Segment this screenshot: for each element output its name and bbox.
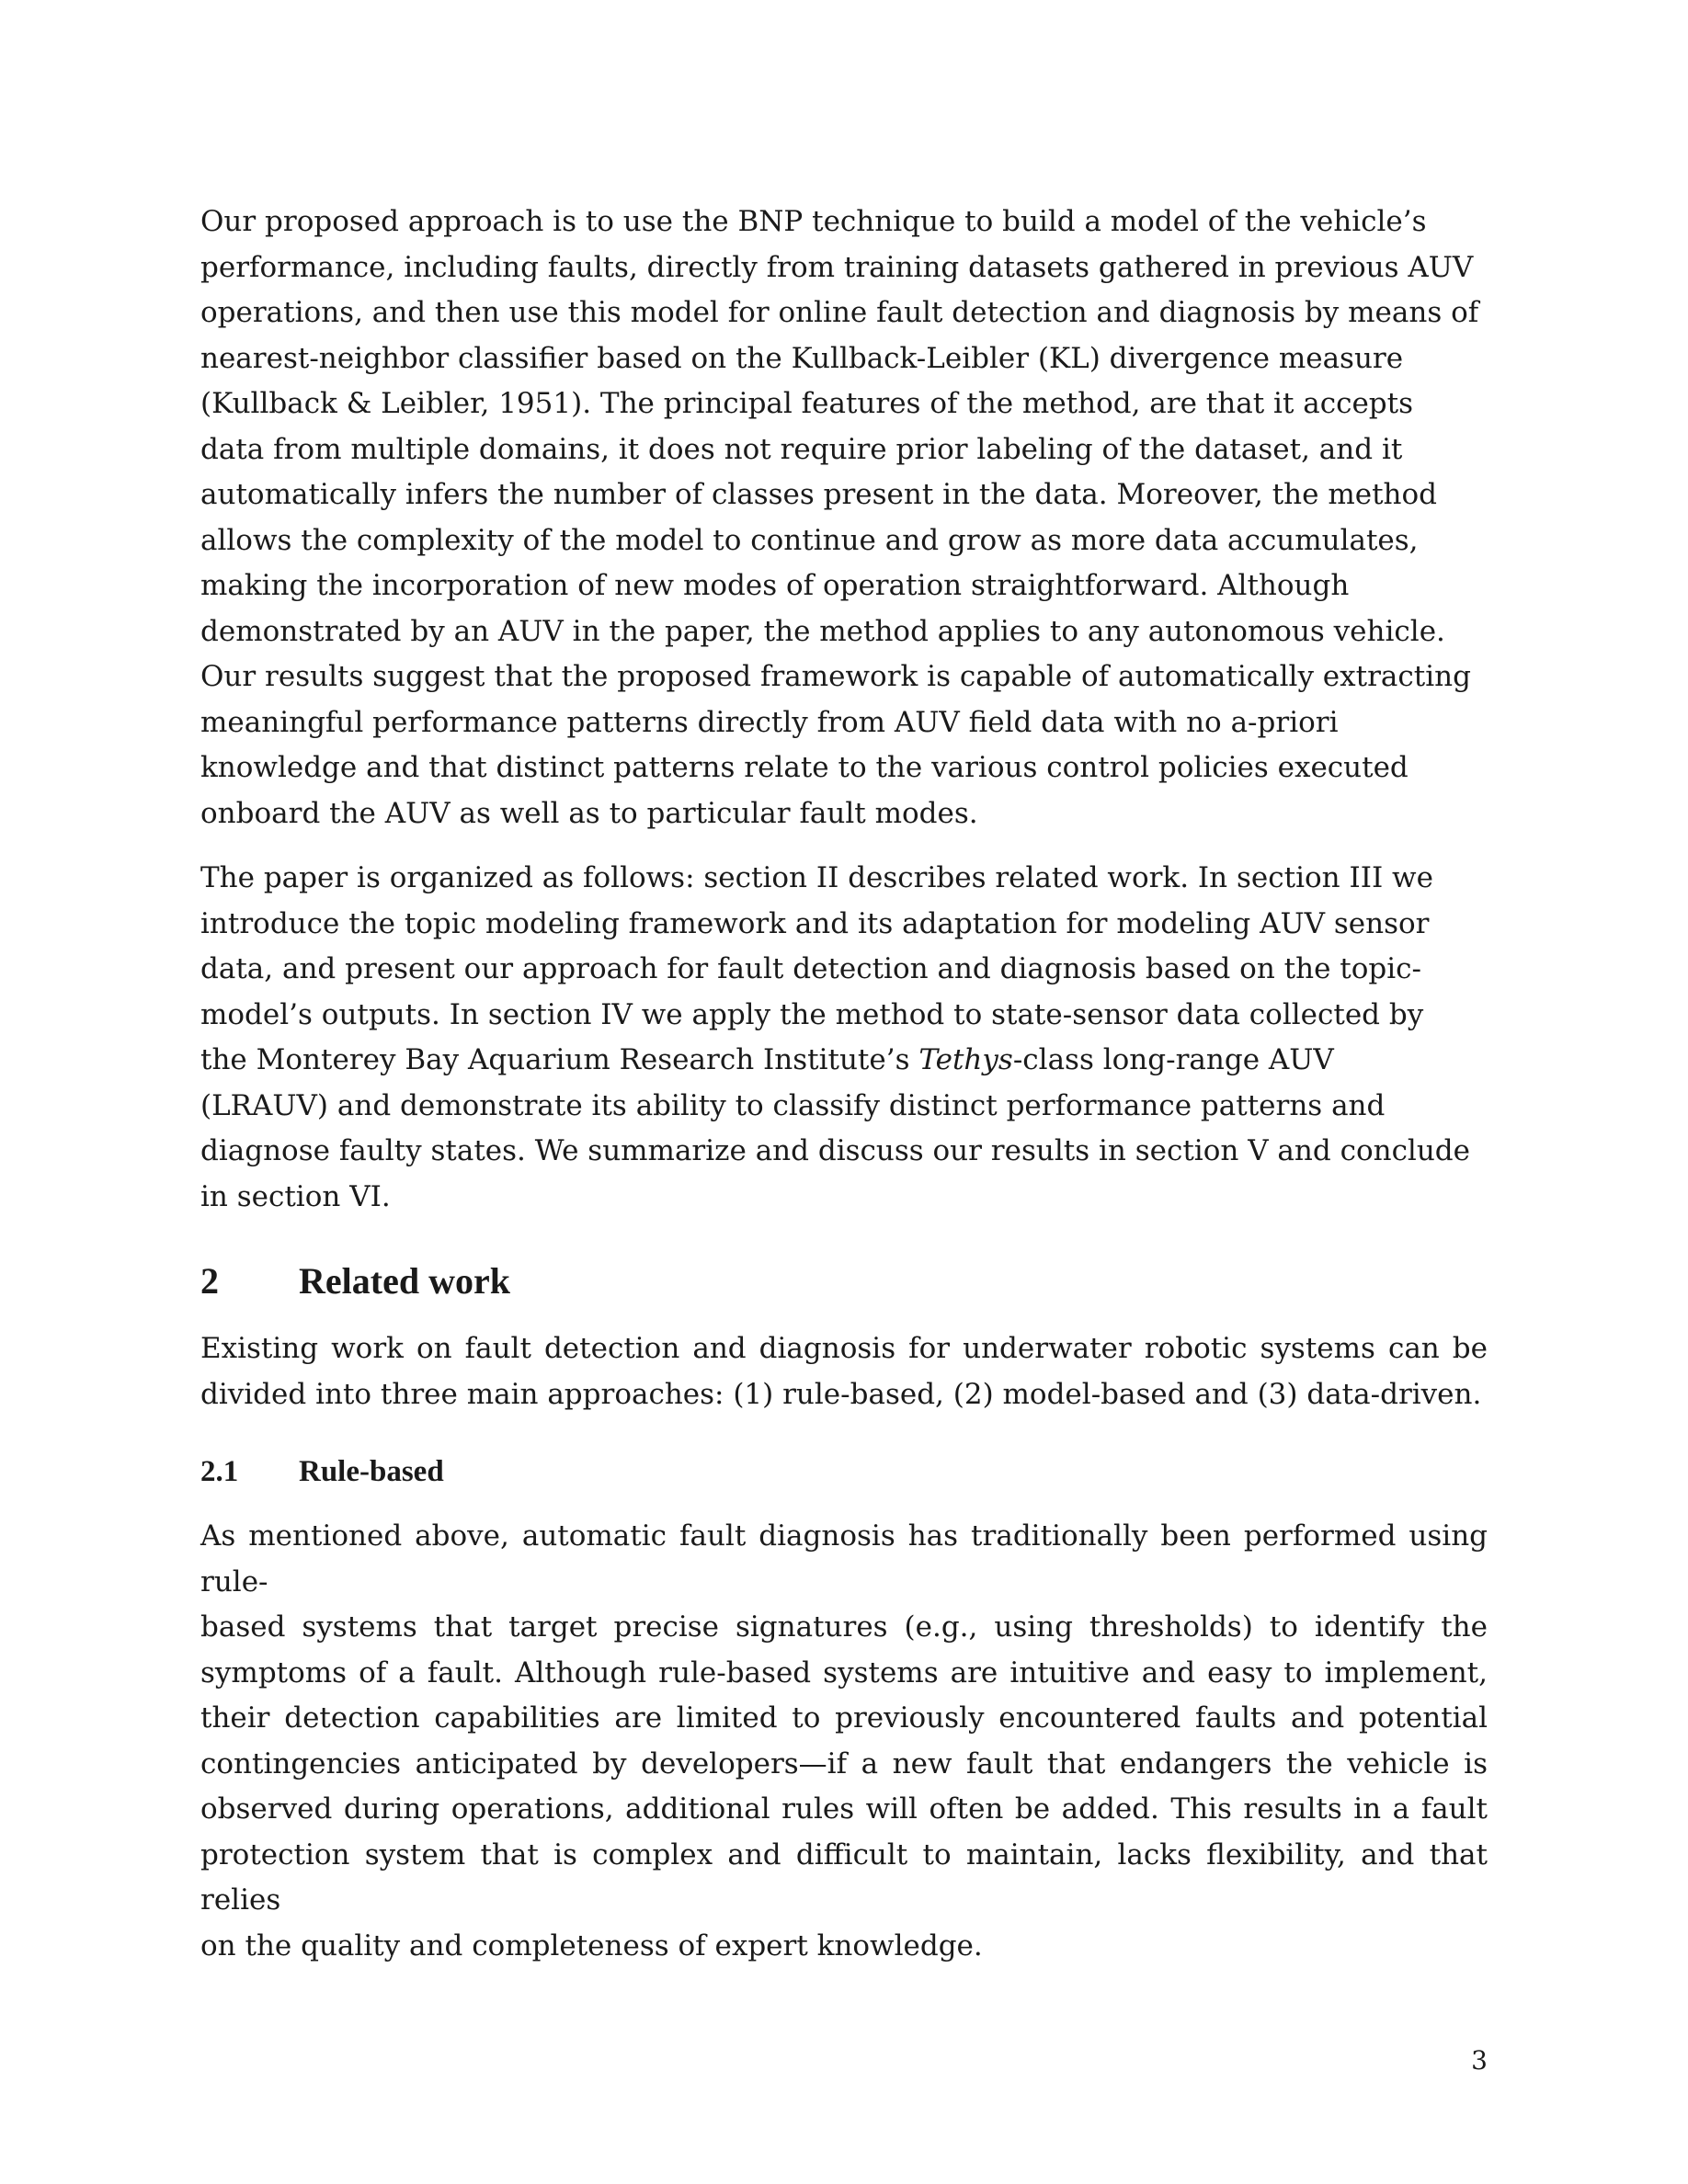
section-number: 2 xyxy=(200,1260,219,1302)
text-line: knowledge and that distinct patterns relate to the various control policies executed xyxy=(200,751,1409,784)
text-line: their detection capabilities are limited to previously encountered faults and potential xyxy=(200,1701,1488,1735)
section-heading xyxy=(200,1257,1488,1305)
text-line: performance, including faults, directly from training datasets gathered in previous AUV xyxy=(200,250,1474,284)
page-number: 3 xyxy=(1471,2045,1488,2076)
text-line: data from multiple domains, it does not require prior labeling of the dataset, and it xyxy=(200,432,1403,466)
text-line: in section VI. xyxy=(200,1179,391,1213)
text-line: allows the complexity of the model to continue and grow as more data accumulates, xyxy=(200,523,1419,557)
text-line: As mentioned above, automatic fault diagnosis has traditionally been performed using rule- xyxy=(200,1519,1488,1598)
text-line: Our proposed approach is to use the BNP technique to build a model of the vehicle’s xyxy=(200,205,1427,238)
text-line: automatically infers the number of classes present in the data. Moreover, the method xyxy=(200,478,1438,511)
subsection-number: 2.1 xyxy=(200,1455,239,1488)
section-2-paragraph xyxy=(200,1326,1488,1417)
subsection-heading xyxy=(200,1452,1488,1491)
text-line: symptoms of a fault. Although rule-based systems are intuitive and easy to implement, xyxy=(200,1655,1488,1689)
text-line: contingencies anticipated by developers—if a new fault that endangers the vehicle is xyxy=(200,1746,1488,1780)
text-line: meaningful performance patterns directly from AUV field data with no a-priori xyxy=(200,705,1339,739)
text-line: model’s outputs. In section IV we apply the method to state-sensor data collected by xyxy=(200,997,1424,1031)
text-line: observed during operations, additional rules will often be added. This results in a fault xyxy=(200,1792,1488,1826)
text-line: (Kullback & Leibler, 1951). The principal features of the method, are that it accepts xyxy=(200,387,1414,420)
text-line: based systems that target precise signatures (e.g., using thresholds) to identify the xyxy=(200,1610,1488,1644)
text-line: diagnose faulty states. We summarize and discuss our results in section V and conclude xyxy=(200,1134,1470,1167)
text-line: The paper is organized as follows: section II describes related work. In section III we xyxy=(200,861,1433,894)
intro-paragraph-1 xyxy=(200,199,1488,836)
text-line: (LRAUV) and demonstrate its ability to classify distinct performance patterns and xyxy=(200,1088,1386,1122)
text-line: onboard the AUV as well as to particular fault modes. xyxy=(200,796,978,830)
text-line: demonstrated by an AUV in the paper, the method applies to any autonomous vehicle. xyxy=(200,614,1445,648)
text-line xyxy=(200,1038,1488,1084)
text-line: divided into three main approaches: (1) rule-based, (2) model-based and (3) data-driven. xyxy=(200,1377,1482,1411)
text-line: nearest-neighbor classifier based on the Kullback-Leibler (KL) divergence measure xyxy=(200,341,1404,375)
text-line: making the incorporation of new modes of operation straightforward. Although xyxy=(200,569,1350,602)
text-line: Existing work on fault detection and diagnosis for underwater robotic systems can be xyxy=(200,1332,1488,1365)
text-run: -class long-range AUV xyxy=(1012,1043,1334,1076)
subsection-title: Rule-based xyxy=(299,1455,444,1488)
subsection-2-1-paragraph xyxy=(200,1514,1488,1969)
intro-paragraph-2 xyxy=(200,856,1488,1220)
text-line: on the quality and completeness of expert knowledge. xyxy=(200,1928,983,1962)
text-line: operations, and then use this model for online fault detection and diagnosis by means of xyxy=(200,296,1479,329)
text-line: introduce the topic modeling framework and its adaptation for modeling AUV sensor xyxy=(200,906,1430,940)
text-line: data, and present our approach for fault detection and diagnosis based on the topic- xyxy=(200,952,1421,985)
text-run: the Monterey Bay Aquarium Research Institute’s xyxy=(200,1043,919,1076)
text-line: protection system that is complex and difficult to maintain, lacks flexibility, and that relies xyxy=(200,1837,1488,1917)
text-line: Our results suggest that the proposed framework is capable of automatically extracting xyxy=(200,660,1471,693)
section-title: Related work xyxy=(299,1260,510,1302)
vehicle-class-name: Tethys xyxy=(918,1043,1013,1076)
